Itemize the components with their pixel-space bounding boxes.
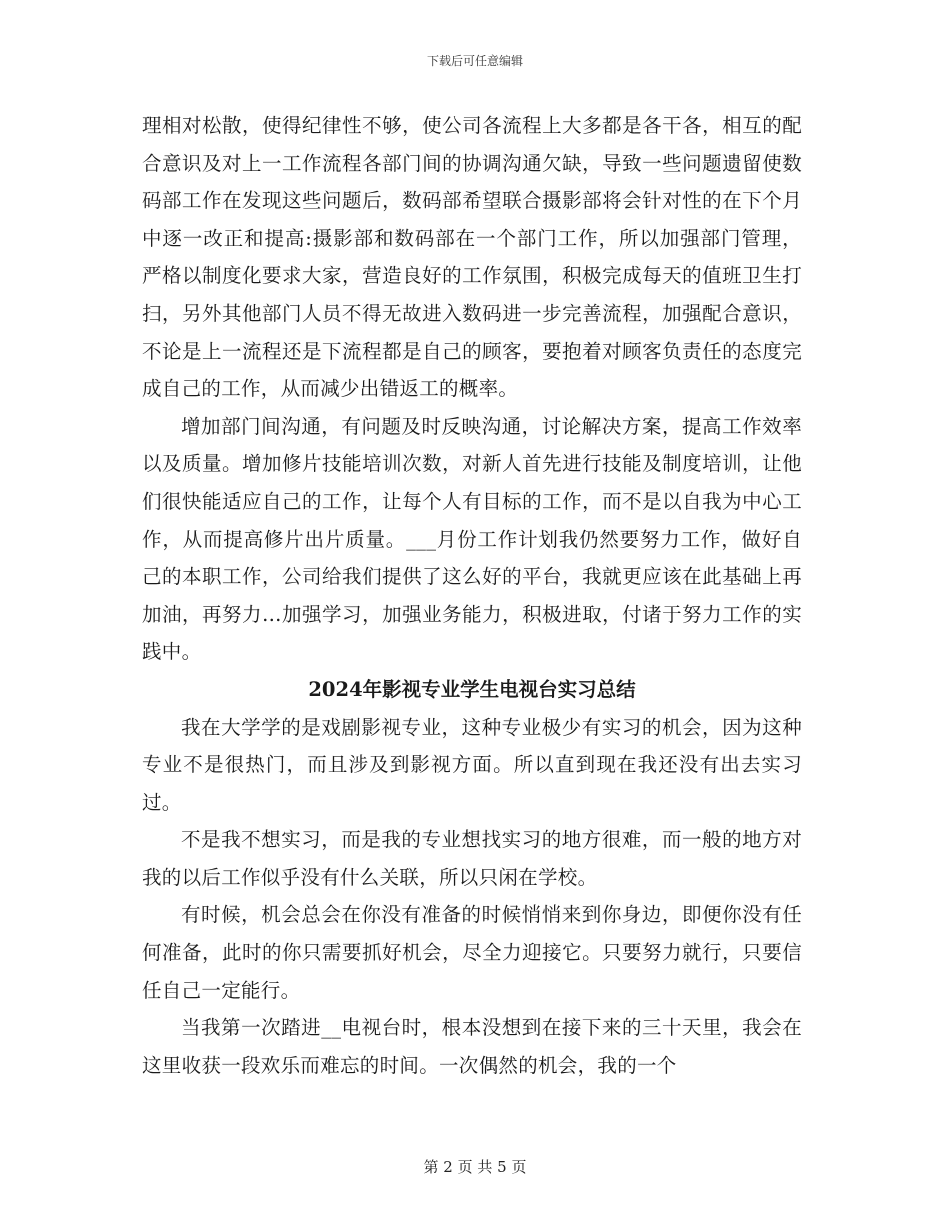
paragraph-opportunity: 有时候，机会总会在你没有准备的时候悄悄来到你身边，即便你没有任何准备，此时的你只需要抓好机会，尽全力迎接它。只要努力就行，只要信任自己一定能行。	[142, 903, 802, 1002]
paragraph-communication: 增加部门间沟通，有问题及时反映沟通，讨论解决方案，提高工作效率以及质量。增加修片技能培训次数，对新人首先进行技能及制度培训，让他们很快能适应自己的工作，让每个人有目标的工作，而不是以自我为中心工作，从而提高修片出片质量。___月份工作计划我仍然要努力工作，做好自己的本职工作，公司给我们提供了这么好的平台，我就更应该在此基础上再加油，再努力…加强学习，加强业务能力，积极进取，付诸于努力工作的实践中。	[142, 414, 802, 664]
paragraph-major: 我在大学学的是戏剧影视专业，这种专业极少有实习的机会，因为这种专业不是很热门，而且涉及到影视方面。所以直到现在我还没有出去实习过。	[142, 715, 802, 814]
paragraph-internship-difficulty: 不是我不想实习，而是我的专业想找实习的地方很难，而一般的地方对我的以后工作似乎没有什么关联，所以只闲在学校。	[142, 828, 802, 889]
page-header: 下载后可任意编辑	[426, 54, 523, 68]
document-body	[142, 107, 802, 1084]
paragraph-tv-station: 当我第一次踏进__电视台时，根本没想到在接下来的三十天里，我会在这里收获一段欢乐而难忘的时间。一次偶然的机会，我的一个	[142, 1016, 802, 1077]
page-footer: 第 2 页 共 5 页	[423, 1158, 527, 1176]
section-title: 2024年影视专业学生电视台实习总结	[308, 677, 636, 701]
paragraph-continued: 理相对松散，使得纪律性不够，使公司各流程上大多都是各干各，相互的配合意识及对上一工作流程各部门间的协调沟通欠缺，导致一些问题遗留使数码部工作在发现这些问题后，数码部希望联合摄影部将会针对性的在下个月中逐一改正和提高:摄影部和数码部在一个部门工作，所以加强部门管理，严格以制度化要求大家，营造良好的工作氛围，积极完成每天的值班卫生打扫，另外其他部门人员不得无故进入数码进一步完善流程，加强配合意识，不论是上一流程还是下流程都是自己的顾客，要抱着对顾客负责任的态度完成自己的工作，从而减少出错返工的概率。	[142, 114, 802, 401]
